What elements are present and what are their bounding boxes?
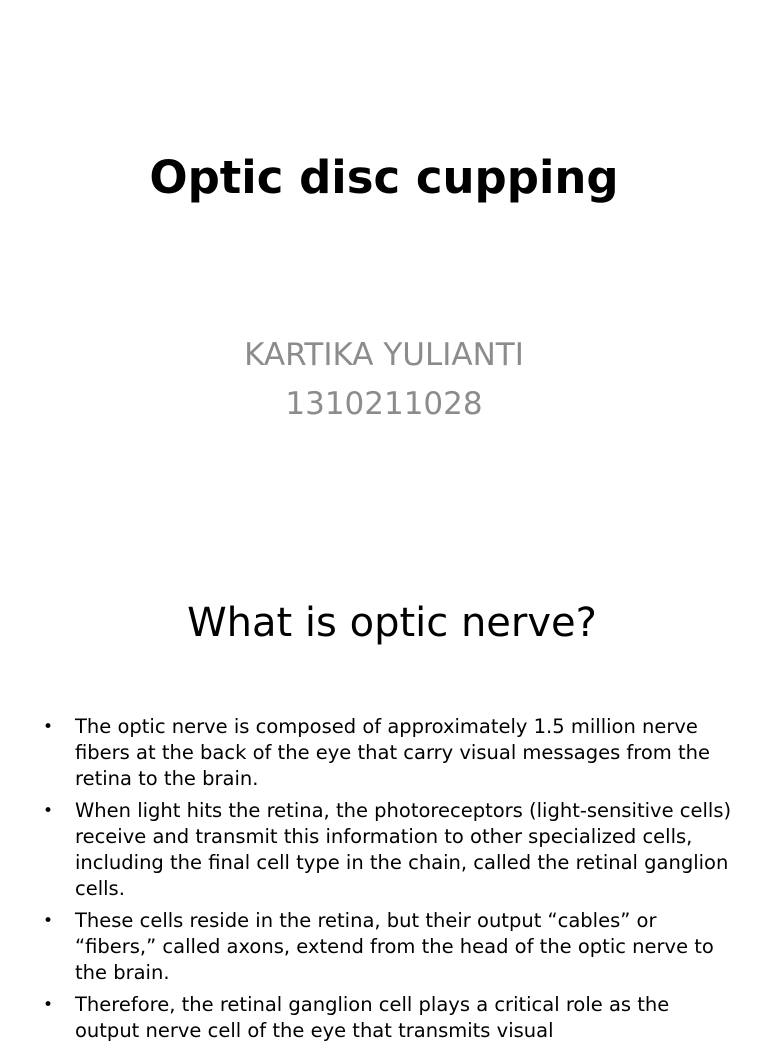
bullet-text: Therefore, the retinal ganglion cell plays a critical role as the output nerve cell of the eye that transmits visual xyxy=(75,993,670,1042)
list-item xyxy=(43,714,733,792)
bullet-text: The optic nerve is composed of approximately 1.5 million nerve fibers at the back of the eye that carry visual messages from the retina to the brain. xyxy=(75,715,711,790)
author-name: KARTIKA YULIANTI xyxy=(244,337,524,373)
slide-heading: What is optic nerve? xyxy=(187,600,597,646)
list-item xyxy=(43,992,733,1044)
bullet-text: These cells reside in the retina, but their output “cables” or “fibers,” called axons, extend from the head of the optic nerve to the brain. xyxy=(75,909,714,984)
bullet-list xyxy=(43,714,733,1050)
student-id: 1310211028 xyxy=(285,386,483,422)
list-item xyxy=(43,798,733,902)
bullet-icon: • xyxy=(43,801,54,821)
slide-subtitle xyxy=(0,331,768,429)
list-item xyxy=(43,908,733,986)
bullet-icon: • xyxy=(43,911,54,931)
bullet-icon: • xyxy=(43,995,54,1015)
content-slide xyxy=(0,576,768,1042)
bullet-text: When light hits the retina, the photoreceptors (light-sensitive cells) receive and transmit this information to other specialized cells, including the final cell type in the chain, called the retinal ganglion cells. xyxy=(75,799,732,900)
slide-title: Optic disc cupping xyxy=(149,151,619,204)
bullet-icon: • xyxy=(43,717,54,737)
